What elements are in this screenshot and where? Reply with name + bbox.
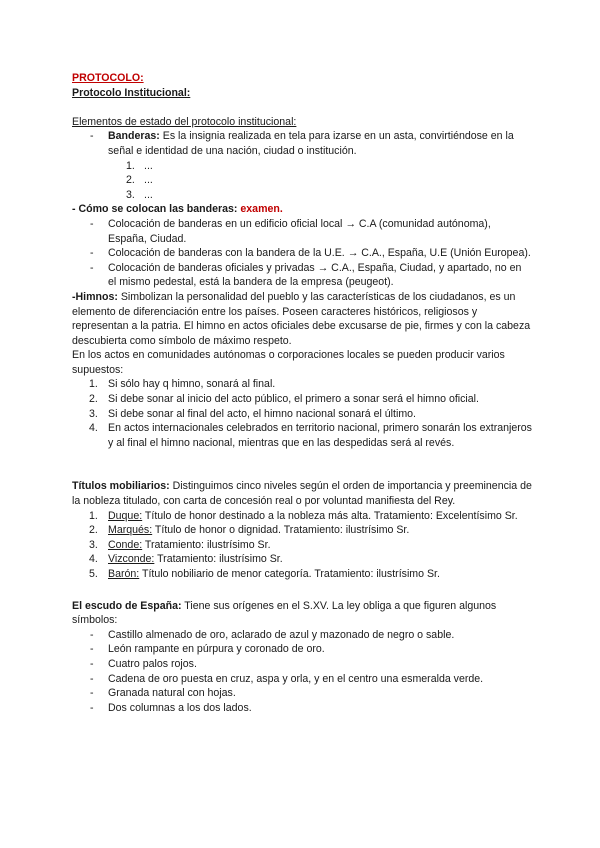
document-body (72, 71, 532, 715)
banderas-text: Es la insignia realizada en tela para izarse en un asta, convirtiéndose en la señal e identidad de una nación, ciudad o institución. (108, 130, 514, 157)
escudo-paragraph: El escudo de España: Tiene sus orígenes en el S.XV. La ley obliga a que figuren algunos símbolos: (72, 599, 497, 627)
list-item: - Cadena de oro puesta en cruz, aspa y orla, y en el centro una esmeralda verde. (72, 672, 532, 687)
colocacion-heading: - Cómo se colocan las banderas: examen. (72, 203, 283, 216)
elements-heading: Elementos de estado del protocolo institucional: (72, 115, 297, 128)
list-item: 4. En actos internacionales celebrados en territorio nacional, primero sonarán los extranjeros y al final el himno nacional, mientras que en las despedidas será al revés. (89, 422, 532, 449)
list-item: 3. ... (126, 188, 153, 201)
banderas-term: Banderas: (108, 130, 160, 143)
banderas-list (72, 129, 532, 158)
list-item: 4. Vizconde: Tratamiento: ilustrísimo Sr. (89, 553, 283, 566)
list-item: - Colocación de banderas en un edificio oficial local → C.A (comunidad autónoma), España, Ciudad. (72, 217, 532, 246)
himnos-list (72, 377, 532, 450)
list-item: - Cuatro palos rojos. (72, 657, 532, 672)
list-item: 1. Duque: Título de honor destinado a la nobleza más alta. Tratamiento: Excelentísimo Sr. (89, 509, 518, 522)
titulos-paragraph: Títulos mobiliarios: Distinguimos cinco niveles según el orden de importancia y preeminencia de la nobleza titulado, con carta de concesión real o por voluntad manifiesta del Rey. (72, 480, 532, 508)
list-item: - Colocación de banderas con la bandera de la U.E. → C.A., España, U.E (Unión Europea). (72, 246, 532, 261)
section-subtitle: Protocolo Institucional: (72, 86, 191, 99)
colocacion-list (72, 217, 532, 290)
list-item: 1. Si sólo hay q himno, sonará al final. (89, 378, 276, 391)
titulos-list (72, 509, 532, 582)
himnos-followup: En los actos en comunidades autónomas o corporaciones locales se pueden producir varios supuestos: (72, 349, 505, 376)
list-item: - Granada natural con hojas. (72, 686, 532, 701)
list-item: 2. Si debe sonar al inicio del acto público, el primero a sonar será el himno oficial. (89, 393, 479, 406)
list-item: 1. ... (126, 159, 153, 172)
list-item: - Colocación de banderas oficiales y privadas → C.A., España, Ciudad, y apartado, no en el mismo pedestal, está la bandera de la empresa (peugeot). (72, 261, 532, 290)
list-item: - Castillo almenado de oro, aclarado de azul y mazonado de negro o sable. (72, 628, 532, 643)
page-title: PROTOCOLO: (72, 72, 144, 84)
banderas-sublist (72, 159, 532, 203)
exam-tag: examen. (237, 203, 283, 216)
list-item: 5. Barón: Título nobiliario de menor categoría. Tratamiento: ilustrísimo Sr. (89, 568, 440, 580)
list-item: 2. Marqués: Título de honor o dignidad. Tratamiento: ilustrísimo Sr. (89, 524, 410, 537)
list-item: 3. Si debe sonar al final del acto, el himno nacional sonará el último. (89, 407, 416, 420)
escudo-list (72, 628, 532, 716)
banderas-item (72, 129, 532, 158)
list-item: - León rampante en púrpura y coronado de oro. (72, 642, 532, 657)
list-item: - Dos columnas a los dos lados. (72, 701, 532, 716)
list-item: 2. ... (126, 174, 153, 187)
list-item: 3. Conde: Tratamiento: ilustrísimo Sr. (89, 538, 271, 551)
himnos-paragraph: -Himnos: Simbolizan la personalidad del pueblo y las características de los ciudadanos, es un elemento de diferenciación entre los países. Poseen caracteres históricos, religiosos y representan a la patria. El himno en actos oficiales debe excusarse de pie, firmes y con la cabeza descubierta como símbolo de máximo respeto. (72, 290, 531, 347)
